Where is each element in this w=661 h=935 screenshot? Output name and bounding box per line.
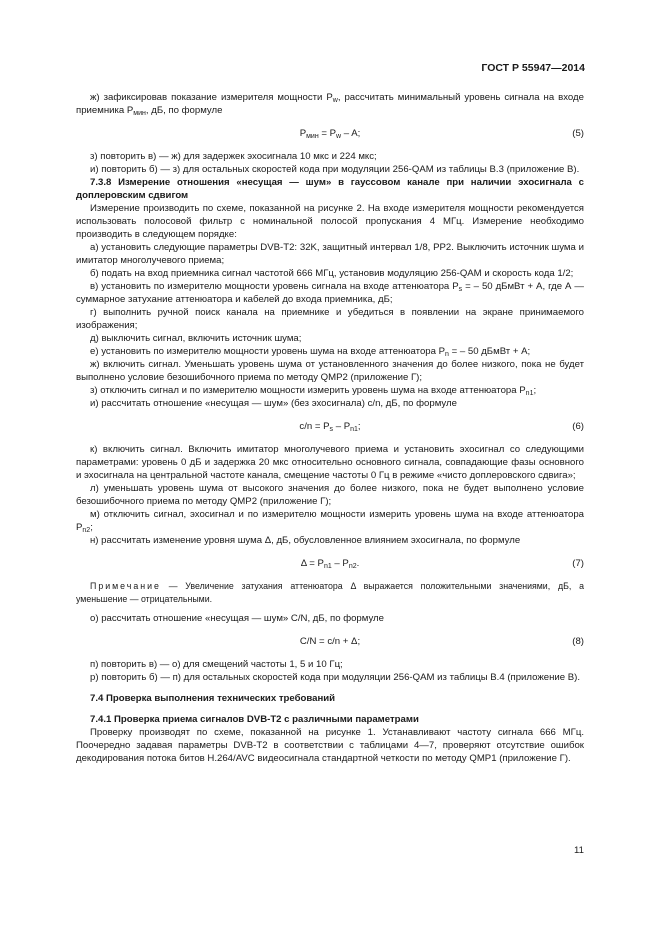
paragraph-d: д) выключить сигнал, включить источник шума; — [90, 333, 302, 344]
paragraph-r: р) повторить б) — п) для остальных скоростей кода при модуляции 256-QAM из таблицы В.4 (приложение В). — [90, 672, 581, 683]
paragraph-k: к) включить сигнал. Включить имитатор многолучевого приема и установить эхосигнал со следующими параметрами: уровень 0 дБ и задержка 20 мкс относительно основного сигнала, совпадающие фазы основного и эхосигнала на центральной частоте канала, смещение частоты 0 Гц в режиме «чисто доплеровского сдвига»; — [76, 444, 584, 481]
paragraph-z2: з) отключить сигнал и по измерителю мощности измерить уровень шума на входе аттенюатора $P_{n1}$; — [90, 385, 537, 397]
paragraph-l: л) уменьшать уровень шума от высокого значения до более низкого, пока не будет выполнено условие безошибочного приема по методу QMP2 (приложение Г); — [76, 483, 584, 507]
paragraph-i2: и) рассчитать отношение «несущая — шум» (без эхосигнала) c/n, дБ, по формуле — [90, 398, 457, 409]
paragraph-a: а) установить следующие параметры DVB-T2: 32K, защитный интервал 1/8, PP2. Выключить источник шума и имитатор многолучевого приема; — [76, 242, 584, 266]
formula-6: $c/n = P_s - P_{n1}$; (6) — [299, 421, 584, 433]
section-heading-7-3-8: 7.3.8 Измерение отношения «несущая — шум» в гауссовом канале при наличии эхосигнала с доплеровским сдвигом — [76, 177, 584, 201]
formula-number: (7) — [572, 558, 584, 569]
formula-5: $P_{мин} = P_w - A$; (5) — [299, 128, 584, 140]
paragraph-p: п) повторить в) — о) для смещений частоты 1, 5 и 10 Гц; — [90, 659, 343, 670]
formula-number: (6) — [572, 421, 584, 432]
formula-8: C/N = c/n + Δ; (8) — [299, 636, 584, 647]
page-number: 11 — [574, 845, 584, 856]
paragraph-zh2: ж) включить сигнал. Уменьшать уровень шума от установленного значения до более низкого, пока не будет выполнено условие безошибочного приема по методу QMP2 (приложение Г); — [76, 359, 584, 383]
note-label: Примечание — [90, 581, 161, 591]
note: Примечание — Увеличение затухания аттенюатора Δ выражается положительными значениями, дБ, а уменьшение — отрицательными. — [76, 581, 584, 604]
paragraph-o: о) рассчитать отношение «несущая — шум» C/N, дБ, по формуле — [90, 613, 384, 624]
paragraph-n: н) рассчитать изменение уровня шума Δ, дБ, обусловленное влиянием эхосигнала, по формуле — [90, 535, 521, 546]
paragraph-v: в) установить по измерителю мощности уровень сигнала на входе аттенюатора $P_s$ = – 50 дБмВт + А, где А — суммарное затухание аттенюатора и кабелей до входа приемника, дБ; — [76, 281, 584, 305]
paragraph-e: е) установить по измерителю мощности уровень шума на входе аттенюатора $P_n$ = – 50 дБмВт + А; — [90, 346, 531, 358]
section-heading-7-4-1: 7.4.1 Проверка приема сигналов DVB-T2 с различными параметрами — [90, 714, 419, 725]
paragraph-zh: ж) зафиксировав показание измерителя мощности $P_w$, рассчитать минимальный уровень сигнала на входе приемника $P_{мин}$, дБ, по формуле — [76, 92, 584, 117]
formula-number: (8) — [572, 636, 584, 647]
document-header: ГОСТ Р 55947—2014 — [481, 62, 585, 74]
section-heading-7-4: 7.4 Проверка выполнения технических требований — [90, 693, 336, 704]
paragraph-intro: Измерение производить по схеме, показанной на рисунке 2. На входе измерителя мощности рекомендуется использовать полосовой фильтр с номинальной полосой пропускания 4 МГц. Измерение необходимо производить в следующем порядке: — [76, 203, 584, 240]
paragraph-i: и) повторить б) — з) для остальных скоростей кода при модуляции 256-QAM из таблицы В.3 (приложение В). — [90, 164, 580, 175]
paragraph-m: м) отключить сигнал, эхосигнал и по измерителю мощности измерить уровень шума на входе аттенюатора $P_{n2}$; — [76, 509, 584, 534]
paragraph-last: Проверку производят по схеме, показанной на рисунке 1. Устанавливают частоту сигнала 666 МГц. Поочередно задавая параметры DVB-T2 в соответствии с таблицами 4—7, проверяют отсутствие ошибок декодирования потока битов H.264/AVC видеосигнала стандартной четкости по методу QMP1 (приложение Г). — [76, 727, 584, 764]
formula-7: $\Delta = P_{n1} - P_{n2}$. (7) — [300, 558, 584, 570]
formula-number: (5) — [572, 128, 584, 139]
document-body — [76, 91, 584, 765]
paragraph-b: б) подать на вход приемника сигнал частотой 666 МГц, установив модуляцию 256-QAM и скорость кода 1/2; — [90, 268, 574, 279]
paragraph-g: г) выполнить ручной поиск канала на приемнике и убедиться в появлении на экране принимаемого изображения; — [76, 307, 584, 331]
paragraph-z: з) повторить в) — ж) для задержек эхосигнала 10 мкс и 224 мкс; — [90, 151, 377, 162]
